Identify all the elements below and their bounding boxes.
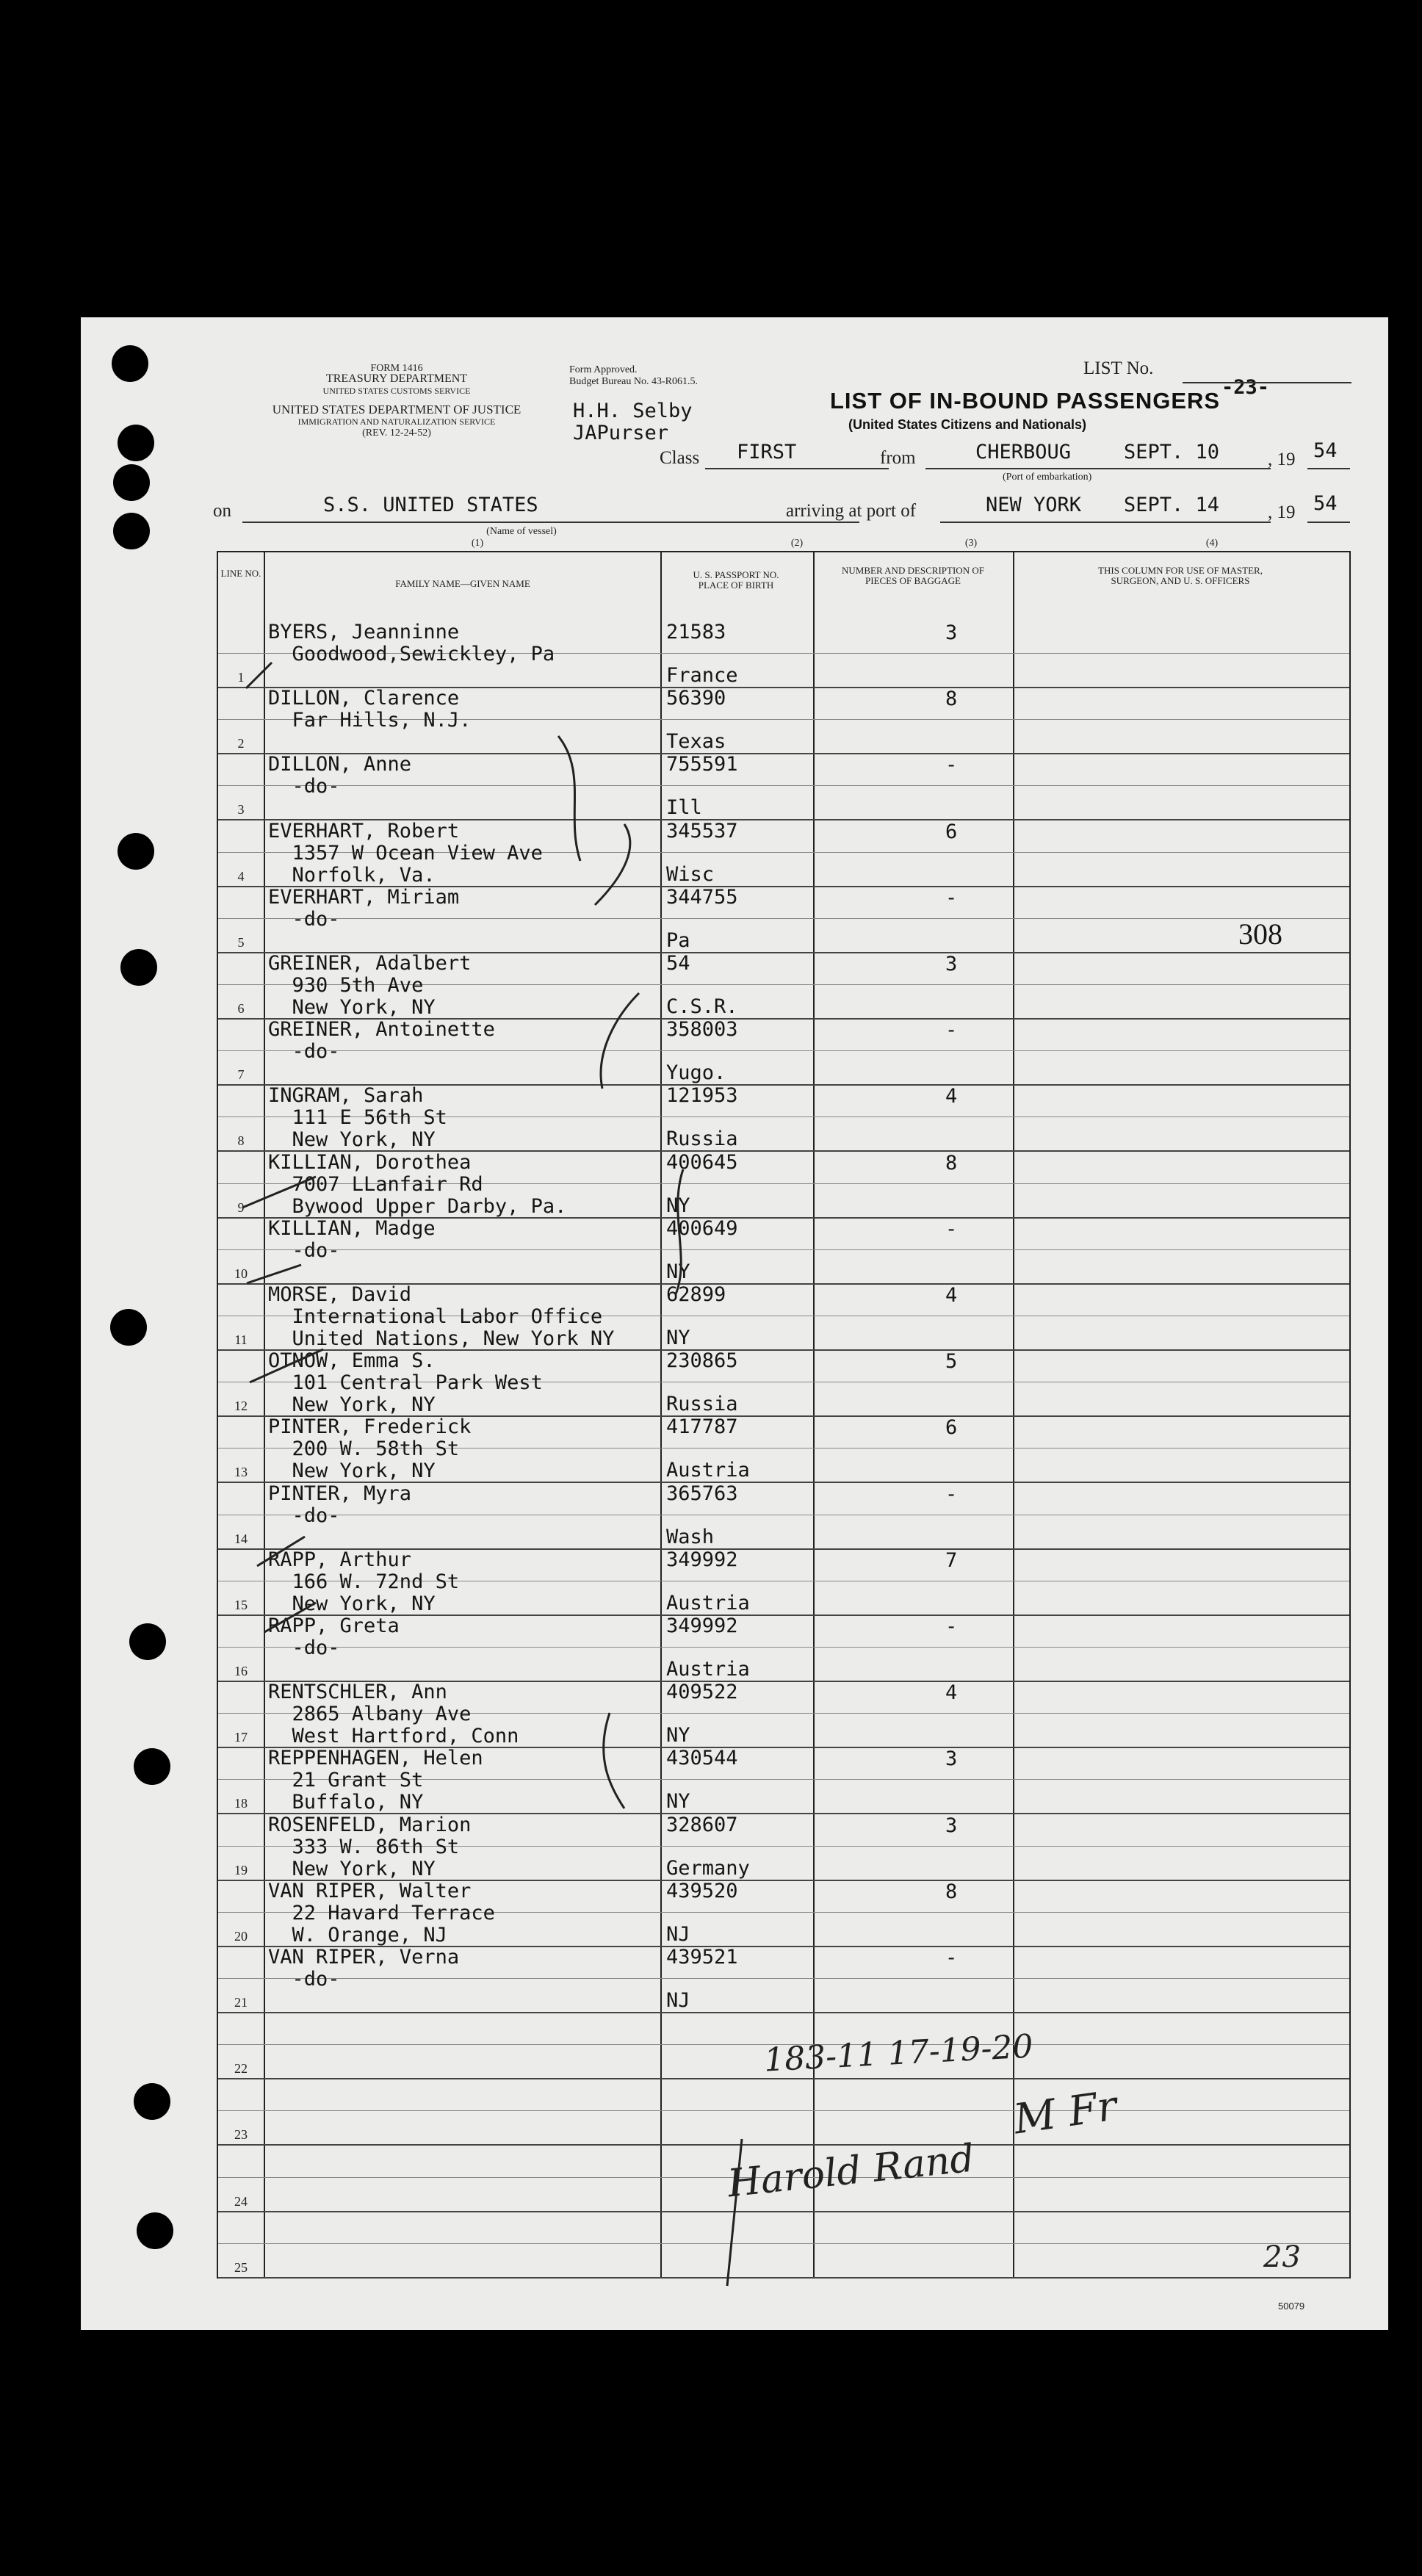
baggage-count: 3	[945, 953, 958, 975]
passenger-name-address: RENTSCHLER, Ann 2865 Albany Ave West Hartford, Conn	[268, 1681, 519, 1748]
place-of-birth: NY	[666, 1194, 690, 1217]
line-number: 5	[237, 934, 245, 950]
passport-number: 56390	[666, 687, 726, 710]
line-number: 1	[237, 670, 245, 685]
officer-count: 308	[1238, 917, 1282, 950]
form-title: LIST OF IN-BOUND PASSENGERS	[830, 388, 1221, 414]
baggage-count: 5	[945, 1350, 958, 1374]
passenger-name-address: PINTER, Frederick 200 W. 58th St New York, NY	[268, 1415, 472, 1483]
baggage-count: 3	[945, 1747, 958, 1771]
arriving-label: arriving at port of	[786, 501, 917, 521]
passenger-name-address: KILLIAN, Madge -do-	[268, 1216, 436, 1262]
passenger-name-address: REPPENHAGEN, Helen 21 Grant St Buffalo, NY	[268, 1747, 483, 1814]
line-number: 21	[234, 1995, 248, 2010]
ins-service: IMMIGRATION AND NATURALIZATION SERVICE	[297, 416, 496, 427]
place-of-birth: NJ	[666, 1922, 690, 1946]
baggage-count: 8	[945, 1151, 958, 1175]
arrival-date: SEPT. 14	[1124, 494, 1220, 516]
passport-number: 54	[666, 952, 690, 975]
header-line-no: LINE NO.	[220, 568, 261, 579]
line-number: 16	[234, 1664, 248, 1678]
on-label: on	[213, 501, 231, 521]
col-num-2: (2)	[790, 538, 804, 549]
header-baggage: NUMBER AND DESCRIPTION OF PIECES OF BAGGAGE	[842, 565, 984, 586]
line-number: 10	[234, 1266, 248, 1281]
vessel-name: S.S. UNITED STATES	[323, 494, 538, 516]
passport-number: 439521	[666, 1946, 738, 1969]
baggage-count: -	[945, 1482, 958, 1506]
passport-number: 328607	[666, 1813, 738, 1836]
signature: Harold Rand	[725, 2136, 977, 2207]
place-of-birth: Austria	[666, 1658, 750, 1681]
place-of-birth: Texas	[666, 730, 726, 754]
from-label: from	[880, 448, 916, 468]
list-no-label: LIST No.	[1083, 358, 1154, 378]
line-number: 18	[234, 1796, 248, 1811]
place-of-birth: NY	[666, 1724, 690, 1747]
header-name: FAMILY NAME—GIVEN NAME	[395, 578, 530, 589]
customs-service: UNITED STATES CUSTOMS SERVICE	[322, 386, 471, 396]
line-number: 14	[234, 1531, 248, 1546]
baggage-count: 8	[945, 688, 958, 711]
passenger-name-address: KILLIAN, Dorothea 7007 LLanfair Rd Bywood Upper Darby, Pa.	[268, 1150, 567, 1218]
place-of-birth: Pa	[666, 928, 690, 952]
form-approved: Form Approved.	[569, 364, 638, 375]
place-of-birth: Yugo.	[666, 1061, 726, 1085]
arrival-year: 54	[1313, 492, 1338, 515]
passport-number: 344755	[666, 885, 738, 909]
baggage-count: 7	[945, 1548, 958, 1572]
line-number: 23	[234, 2127, 248, 2143]
embark-year-prefix: , 19	[1268, 450, 1296, 469]
place-of-birth: C.S.R.	[666, 995, 738, 1018]
place-of-birth: Wash	[666, 1525, 715, 1548]
line-number: 13	[234, 1465, 248, 1480]
baggage-count: 4	[945, 1085, 958, 1108]
place-of-birth: Austria	[666, 1591, 750, 1614]
place-of-birth: Russia	[666, 1393, 738, 1416]
budget-bureau: Budget Bureau No. 43-R061.5.	[569, 376, 698, 387]
line-number: 9	[237, 1199, 245, 1215]
justice-dept: UNITED STATES DEPARTMENT OF JUSTICE	[272, 403, 521, 416]
baggage-count: -	[945, 1615, 958, 1638]
place-of-birth: Ill	[666, 796, 702, 820]
list-number: -23-	[1221, 376, 1270, 399]
passport-number: 400649	[666, 1216, 738, 1240]
place-of-birth: Germany	[666, 1856, 750, 1880]
header-passport: U. S. PASSPORT NO. PLACE OF BIRTH	[693, 569, 779, 591]
passport-number: 345537	[666, 819, 738, 843]
baggage-count: 4	[945, 1681, 958, 1705]
line-number: 6	[237, 1001, 245, 1016]
line-number: 19	[234, 1862, 248, 1877]
line-number: 4	[237, 868, 245, 884]
place-of-birth: NY	[666, 1327, 690, 1349]
passenger-name-address: DILLON, Anne -do-	[268, 753, 412, 798]
line-number: 20	[234, 1928, 248, 1944]
manifest-page	[81, 317, 1388, 2330]
embark-caption: (Port of embarkation)	[1003, 472, 1092, 483]
treasury-dept: TREASURY DEPARTMENT	[325, 372, 468, 385]
place-of-birth: NY	[666, 1260, 690, 1283]
baggage-count: 3	[945, 1814, 958, 1837]
passenger-name-address: ROSENFELD, Marion 333 W. 86th St New York, NY	[268, 1813, 472, 1880]
line-number: 7	[237, 1067, 245, 1083]
passenger-name-address: INGRAM, Sarah 111 E 56th St New York, NY	[268, 1084, 447, 1152]
baggage-count: -	[945, 754, 958, 777]
passport-number: 409522	[666, 1681, 738, 1704]
tally-note: 183-11 17-19-20	[762, 2027, 1034, 2079]
form-number: FORM 1416	[370, 363, 423, 374]
place-of-birth: France	[666, 664, 738, 687]
pen-marks	[81, 317, 1388, 2330]
embark-port: CHERBOUG	[975, 441, 1072, 463]
baggage-count: -	[945, 886, 958, 909]
passport-number: 365763	[666, 1482, 738, 1505]
officer-initials: M Fr	[1011, 2082, 1120, 2144]
line-number: 15	[234, 1597, 248, 1612]
baggage-count: 6	[945, 820, 958, 843]
place-of-birth: Austria	[666, 1459, 750, 1482]
embark-year: 54	[1313, 439, 1338, 462]
passenger-name-address: GREINER, Antoinette -do-	[268, 1018, 495, 1064]
line-number: 2	[237, 736, 245, 751]
line-number: 11	[234, 1332, 248, 1347]
place-of-birth: Russia	[666, 1128, 738, 1151]
officer-title: JAPurser	[573, 422, 669, 444]
col-num-3: (3)	[964, 538, 978, 549]
passport-number: 121953	[666, 1084, 738, 1108]
place-of-birth: NJ	[666, 1989, 690, 2012]
passenger-name-address: PINTER, Myra -do-	[268, 1482, 412, 1527]
baggage-count: -	[945, 1217, 958, 1241]
passport-number: 358003	[666, 1018, 738, 1042]
officer-name: H.H. Selby	[573, 400, 693, 422]
passenger-name-address: OTNOW, Emma S. 101 Central Park West New York, NY	[268, 1349, 543, 1417]
passport-number: 21583	[666, 621, 726, 643]
class-value: FIRST	[737, 441, 797, 463]
line-number: 12	[234, 1399, 248, 1414]
form-subtitle: (United States Citizens and Nationals)	[848, 417, 1087, 432]
revision: (REV. 12-24-52)	[362, 427, 431, 439]
line-number: 8	[237, 1133, 245, 1149]
passport-number: 430544	[666, 1747, 738, 1770]
line-number: 25	[234, 2259, 248, 2275]
arrival-year-prefix: , 19	[1268, 502, 1296, 522]
passenger-name-address: BYERS, Jeanninne Goodwood,Sewickley, Pa	[268, 621, 555, 665]
place-of-birth: Wisc	[666, 862, 715, 886]
baggage-count: 3	[945, 621, 958, 644]
embark-date: SEPT. 10	[1124, 441, 1220, 463]
passenger-name-address: GREINER, Adalbert 930 5th Ave New York, NY	[268, 952, 472, 1019]
passenger-name-address: VAN RIPER, Walter 22 Havard Terrace W. Orange, NJ	[268, 1879, 495, 1947]
passport-number: 62899	[666, 1283, 726, 1306]
passenger-name-address: RAPP, Greta -do-	[268, 1614, 400, 1659]
col-num-4: (4)	[1205, 538, 1219, 549]
passenger-name-address: RAPP, Arthur 166 W. 72nd St New York, NY	[268, 1548, 460, 1615]
vessel-caption: (Name of vessel)	[486, 526, 557, 537]
passport-number: 349992	[666, 1614, 738, 1637]
baggage-count: 8	[945, 1880, 958, 1903]
baggage-count: -	[945, 1947, 958, 1969]
passport-number: 439520	[666, 1879, 738, 1902]
passenger-name-address: DILLON, Clarence Far Hills, N.J.	[268, 687, 472, 732]
page-mark: 23	[1263, 2240, 1301, 2274]
passport-number: 755591	[666, 753, 738, 776]
baggage-count: 6	[945, 1416, 958, 1440]
passenger-name-address: EVERHART, Miriam -do-	[268, 885, 460, 931]
arrival-port: NEW YORK	[986, 494, 1082, 516]
passenger-name-address: MORSE, David International Labor Office United Nations, New York NY	[268, 1283, 615, 1350]
passport-number: 400645	[666, 1150, 738, 1174]
baggage-count: -	[945, 1019, 958, 1042]
passport-number: 349992	[666, 1548, 738, 1571]
footer-code: 50079	[1278, 2301, 1305, 2312]
line-number: 24	[234, 2193, 248, 2209]
passport-number: 417787	[666, 1415, 738, 1439]
place-of-birth: NY	[666, 1790, 690, 1814]
class-label: Class	[660, 448, 700, 468]
line-number: 22	[234, 2061, 248, 2077]
col-num-1: (1)	[471, 538, 484, 549]
line-number: 17	[234, 1730, 248, 1745]
header-officers: THIS COLUMN FOR USE OF MASTER, SURGEON, AND U. S. OFFICERS	[1098, 565, 1263, 586]
passenger-name-address: VAN RIPER, Verna -do-	[268, 1946, 460, 1991]
passport-number: 230865	[666, 1349, 738, 1373]
baggage-count: 4	[945, 1284, 958, 1307]
line-number: 3	[237, 802, 245, 818]
passenger-name-address: EVERHART, Robert 1357 W Ocean View Ave Norfolk, Va.	[268, 819, 543, 887]
